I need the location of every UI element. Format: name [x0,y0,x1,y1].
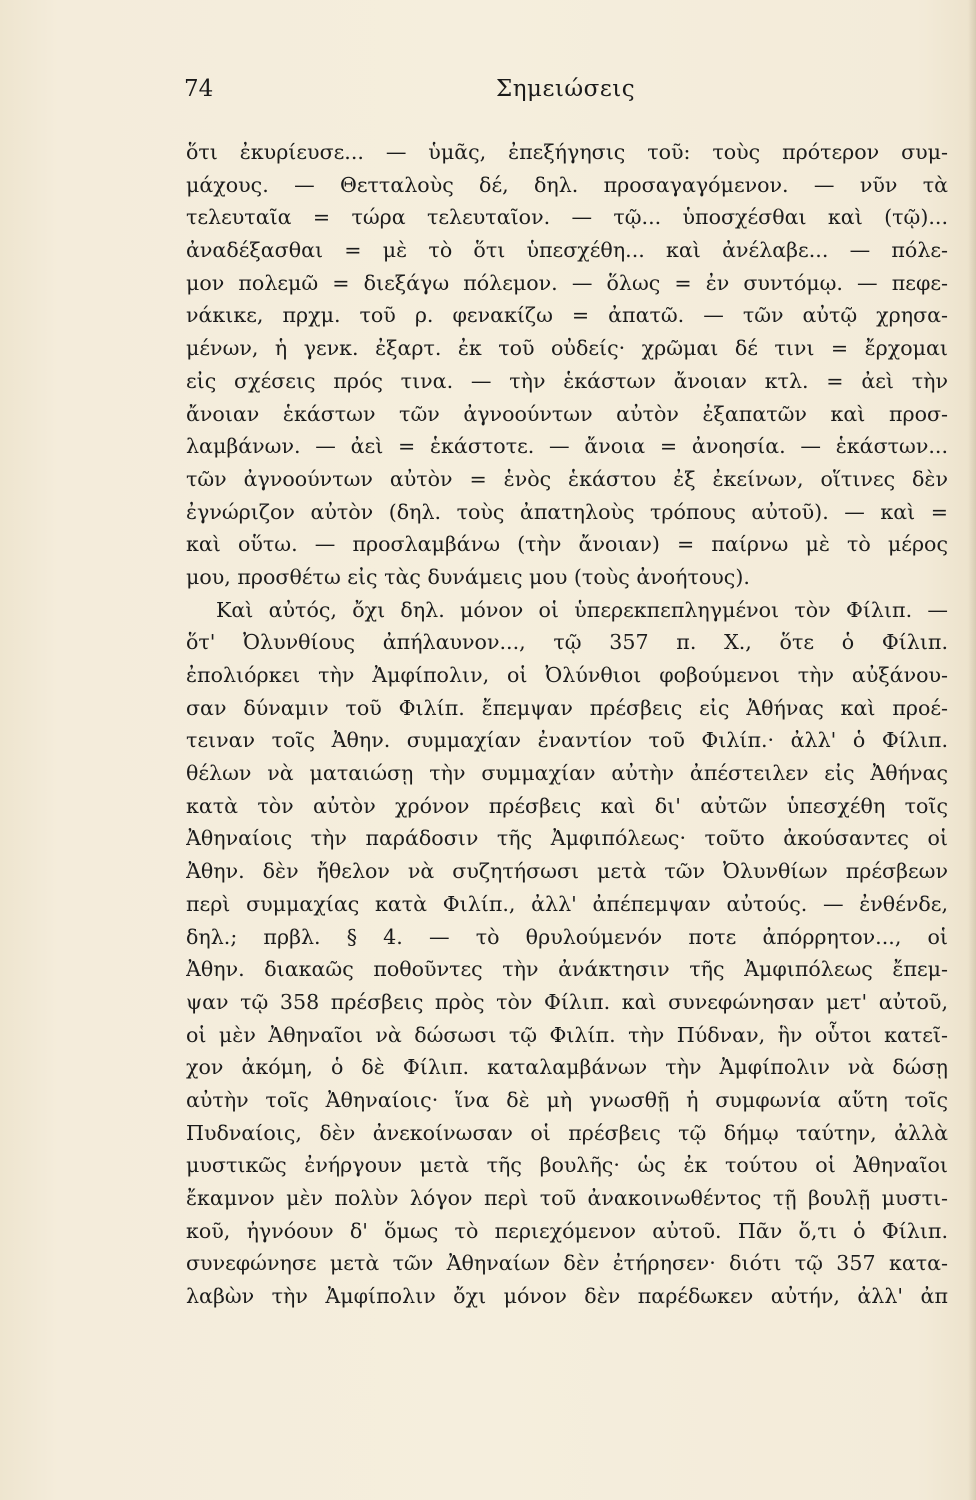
text-line: ἀναδέξασθαι = μὲ τὸ ὅτι ὑπεσχέθη... καὶ ἀνέλαβε... — πόλε- [186,238,948,263]
text-line: ἄνοιαν ἑκάστων τῶν ἀγνοούντων αὐτὸν ἐξαπατῶν καὶ προσ- [186,401,948,426]
running-title: Σημειώσεις [496,76,636,102]
text-line: συνεφώνησε μετὰ τῶν Ἀθηναίων δὲν ἐτήρησεν· διότι τῷ 357 κατα- [186,1251,948,1276]
text-line: κοῦ, ἠγνόουν δ' ὅμως τὸ περιεχόμενον αὐτοῦ. Πᾶν ὅ,τι ὁ Φίλιπ. [186,1218,948,1243]
page-header [184,72,964,112]
text-line: ψαν τῷ 358 πρέσβεις πρὸς τὸν Φίλιπ. καὶ συνεφώνησαν μετ' αὐτοῦ, [186,989,948,1014]
text-line: περὶ συμμαχίας κατὰ Φιλίπ., ἀλλ' ἀπέπεμψαν αὐτούς. — ἐνθένδε, [186,891,948,916]
text-line: δηλ.; πρβλ. § 4. — τὸ θρυλούμενόν ποτε ἀπόρρητον..., οἱ [186,924,948,949]
text-line: ἐγνώριζον αὐτὸν (δηλ. τοὺς ἀπατηλοὺς τρόπους αὐτοῦ). — καὶ = [186,499,948,524]
text-line: μυστικῶς ἐνήργουν μετὰ τῆς βουλῆς· ὡς ἐκ τούτου οἱ Ἀθηναῖοι [186,1153,948,1178]
text-line: αὐτὴν τοῖς Ἀθηναίοις· ἵνα δὲ μὴ γνωσθῇ ἡ συμφωνία αὕτη τοῖς [186,1087,948,1112]
text-line: κατὰ τὸν αὐτὸν χρόνον πρέσβεις καὶ δι' αὐτῶν ὑπεσχέθη τοῖς [186,793,948,818]
page-edge-shadow [968,0,976,1500]
text-line: μάχους. — Θετταλοὺς δέ, δηλ. προσαγαγόμενον. — νῦν τὰ [186,172,948,197]
page-number: 74 [184,76,214,102]
text-line: ἔκαμνον μὲν πολὺν λόγον περὶ τοῦ ἀνακοινωθέντος τῇ βουλῇ μυστι- [186,1186,948,1210]
text-line: μένων, ἡ γενκ. ἐξαρτ. ἐκ τοῦ οὐδείς· χρῶμαι δέ τινι = ἔρχομαι [186,336,948,361]
text-line: ὅτ' Ὀλυνθίους ἀπήλαυνον..., τῷ 357 π. Χ., ὅτε ὁ Φίλιπ. [186,630,948,655]
text-line: σαν δύναμιν τοῦ Φιλίπ. ἔπεμψαν πρέσβεις εἰς Ἀθήνας καὶ προέ- [186,695,948,720]
text-line: Ἀθηναίοις τὴν παράδοσιν τῆς Ἀμφιπόλεως· τοῦτο ἀκούσαντες οἱ [186,826,948,851]
text-line: λαμβάνων. — ἀεὶ = ἑκάστοτε. — ἄνοια = ἀνοησία. — ἑκάστων... [186,434,948,459]
text-line: Ἀθην. διακαῶς ποθοῦντες τὴν ἀνάκτησιν τῆς Ἀμφιπόλεως ἔπεμ- [186,957,948,982]
notes-body [186,136,948,1313]
text-line: Πυδναίοις, δὲν ἀνεκοίνωσαν οἱ πρέσβεις τῷ δήμῳ ταύτην, ἀλλὰ [186,1120,948,1145]
text-line: τελευταῖα = τώρα τελευταῖον. — τῷ... ὑποσχέσθαι καὶ (τῷ)... [186,205,948,230]
text-line: θέλων νὰ ματαιώσῃ τὴν συμμαχίαν αὐτὴν ἀπέστειλεν εἰς Ἀθήνας [186,761,948,786]
text-line: λαβὼν τὴν Ἀμφίπολιν ὄχι μόνον δὲν παρέδωκεν αὐτήν, ἀλλ' ἀπ [186,1284,948,1309]
text-line: οἱ μὲν Ἀθηναῖοι νὰ δώσωσι τῷ Φιλίπ. τὴν Πύδναν, ἣν οὗτοι κατεῖ- [186,1022,948,1047]
text-line: Ἀθην. δὲν ἤθελον νὰ συζητήσωσι μετὰ τῶν Ὀλυνθίων πρέσβεων [186,859,948,884]
text-line: Καὶ αὐτός, ὄχι δηλ. μόνον οἱ ὑπερεκπεπληγμένοι τὸν Φίλιπ. — [216,597,948,622]
text-line: ἐπολιόρκει τὴν Ἀμφίπολιν, οἱ Ὀλύνθιοι φοβούμενοι τὴν αὐξάνου- [186,663,948,687]
text-line: μου, προσθέτω εἰς τὰς δυνάμεις μου (τοὺς ἀνοήτους). [186,564,750,589]
text-line: μον πολεμῶ = διεξάγω πόλεμον. — ὅλως = ἐν συντόμῳ. — πεφε- [186,270,948,295]
text-line: καὶ οὕτω. — προσλαμβάνω (τὴν ἄνοιαν) = παίρνω μὲ τὸ μέρος [186,532,948,557]
text-line: εἰς σχέσεις πρός τινα. — τὴν ἑκάστων ἄνοιαν κτλ. = ἀεὶ τὴν [186,368,948,393]
text-line: ὅτι ἐκυρίευσε... — ὑμᾶς, ἐπεξήγησις τοῦ: τοὺς πρότερον συμ- [186,140,948,164]
text-line: νάκικε, πρχμ. τοῦ ρ. φενακίζω = ἀπατῶ. — τῶν αὐτῷ χρησα- [186,303,948,328]
text-line: τειναν τοῖς Ἀθην. συμμαχίαν ἐναντίον τοῦ Φιλίπ.· ἀλλ' ὁ Φίλιπ. [186,728,948,753]
text-line: χον ἀκόμη, ὁ δὲ Φίλιπ. καταλαμβάνων τὴν Ἀμφίπολιν νὰ δώσῃ [186,1055,948,1080]
text-line: τῶν ἀγνοούντων αὐτὸν = ἑνὸς ἑκάστου ἐξ ἐκείνων, οἵτινες δὲν [186,466,948,491]
